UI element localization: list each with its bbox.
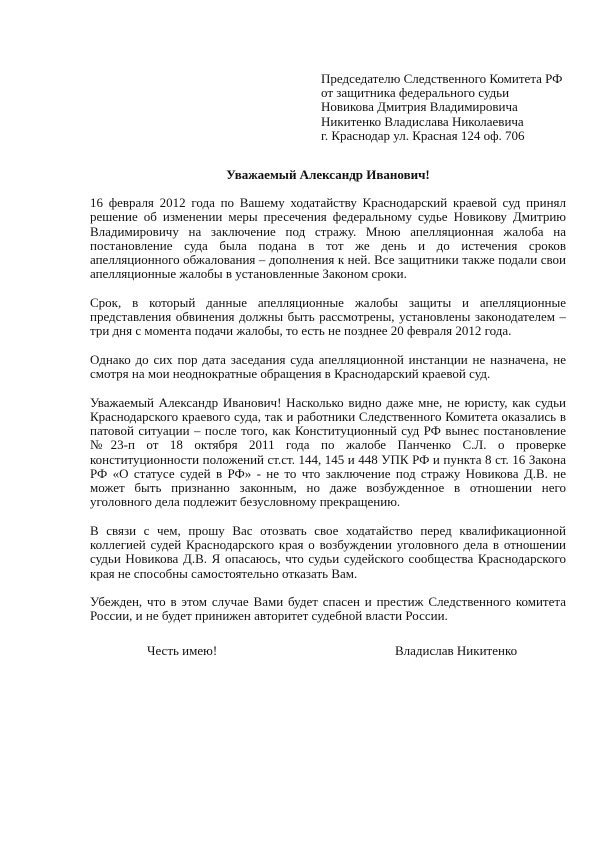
paragraph-deadline: Срок, в который данные апелляционные жалобы защиты и апелляционные представления обвинения должны быть рассмотрены, установлены законодателем – три дня с момента подачи жалобы, то есть не позднее 20 февраля 2012 года. [90, 294, 566, 339]
addressee-line-recipient: Председателю Следственного Комитета РФ [321, 71, 563, 86]
addressee-line-sender-name: Никитенко Владислава Николаевича [321, 113, 524, 129]
paragraph-appeal-filed: 16 февраля 2012 года по Вашему ходатайству Краснодарский краевой суд принял решение об изменении меры пресечения федеральному судье Новикову Дмитрию Владимировичу на заключение под стражу. Мною апелляционная жалоба на постановление суда была подана в тот же день и до истечения сроков апелляционного обжалования – дополнения к ней. Все защитники также подали свои апелляционные жалобы в установленные Законом сроки. [90, 195, 566, 282]
addressee-line-judge-name: Новикова Дмитрия Владимировича [321, 99, 518, 115]
paragraph-request: В связи с чем, прошу Вас отозвать свое ходатайство перед квалификационной коллегией судей Краснодарского края о возбуждении уголовного дела в отношении судьи Новикова Д.В. Я опасаюсь, что судьи судейского сообщества Краснодарского края не способны самостоятельно отказать Вам. [90, 522, 566, 581]
paragraph-no-hearing-date: Однако до сих пор дата заседания суда апелляционной инстанции не назначена, не смотря на мои неоднократные обращения в Краснодарский краевой суд. [90, 351, 566, 381]
addressee-block [321, 72, 562, 143]
paragraph-constitutional-court: Уважаемый Александр Иванович! Насколько видно даже мне, не юристу, как судьи Краснодарского краевого суда, так и работники Следственного Комитета оказались в патовой ситуации – после того, как Конституционный суд РФ вынес постановление №23-п от 18 октября 2011 года по жалобе Панченко С.Л. о проверке конституционности положений ст.ст. 144, 145 и 448 УПК РФ и пункта 8 ст. 16 Закона РФ «О статусе судей в РФ» - не то что заключение под стражу Новикова Д.В. не может быть признанно законным, но даже возбужденное в отношении него уголовного дела подлежит безусловному прекращению. [90, 394, 566, 510]
sign-off: Честь имею! [147, 643, 218, 658]
letter-body [90, 196, 566, 638]
addressee-line-address: г. Краснодар ул. Красная 124 оф. 706 [321, 127, 525, 143]
addressee-line-from: от защитника федерального судьи [321, 85, 510, 101]
signature-name: Владислав Никитенко [395, 643, 518, 658]
paragraph-conclusion: Убежден, что в этом случае Вами будет спасен и престиж Следственного комитета России, и не будет принижен авторитет судебной власти России. [90, 594, 566, 624]
salutation-heading: Уважаемый Александр Иванович! [226, 167, 430, 182]
